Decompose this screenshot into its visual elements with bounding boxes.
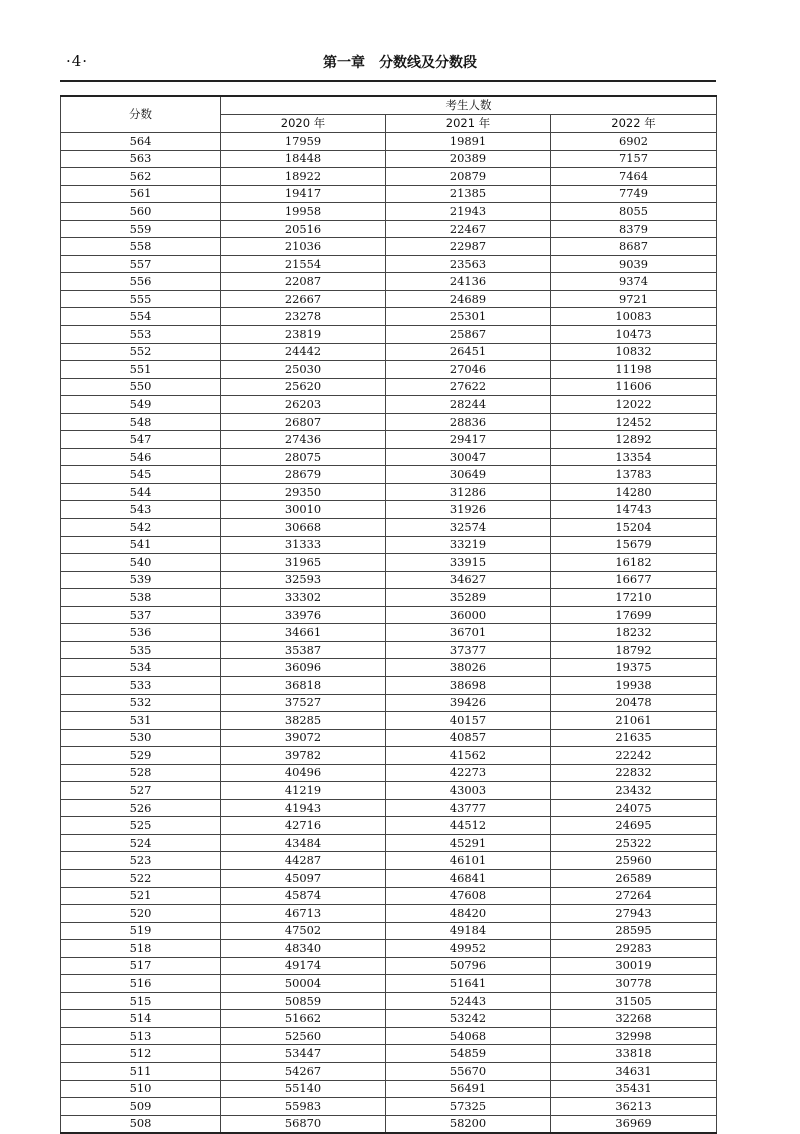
count-2021-cell: 55670 (386, 1062, 551, 1080)
score-cell: 550 (61, 378, 221, 396)
count-2022-cell: 17210 (551, 589, 717, 607)
count-2021-cell: 24689 (386, 290, 551, 308)
count-2020-cell: 55140 (221, 1080, 386, 1098)
table-row (61, 992, 717, 1010)
count-2022-cell: 16182 (551, 554, 717, 572)
count-2022-cell: 26589 (551, 869, 717, 887)
count-2021-cell: 42273 (386, 764, 551, 782)
table-row (61, 782, 717, 800)
count-2020-cell: 20516 (221, 220, 386, 238)
table-row (61, 255, 717, 273)
count-2020-cell: 37527 (221, 694, 386, 712)
count-2022-cell: 31505 (551, 992, 717, 1010)
count-2020-cell: 50859 (221, 992, 386, 1010)
count-2021-cell: 20879 (386, 168, 551, 186)
table-row (61, 150, 717, 168)
count-2020-cell: 22667 (221, 290, 386, 308)
score-cell: 530 (61, 729, 221, 747)
count-2022-cell: 9039 (551, 255, 717, 273)
table-row (61, 1062, 717, 1080)
score-cell: 559 (61, 220, 221, 238)
score-cell: 527 (61, 782, 221, 800)
score-cell: 520 (61, 905, 221, 923)
count-2021-cell: 32574 (386, 519, 551, 537)
count-2022-cell: 20478 (551, 694, 717, 712)
count-2022-cell: 10083 (551, 308, 717, 326)
count-2021-cell: 49184 (386, 922, 551, 940)
table-body (61, 133, 717, 1134)
count-2020-cell: 30010 (221, 501, 386, 519)
count-2020-cell: 34661 (221, 624, 386, 642)
count-2021-cell: 26451 (386, 343, 551, 361)
count-2021-cell: 30047 (386, 448, 551, 466)
count-2021-cell: 20389 (386, 150, 551, 168)
table-row (61, 1010, 717, 1028)
count-2020-cell: 52560 (221, 1027, 386, 1045)
count-2020-cell: 46713 (221, 905, 386, 923)
score-distribution-table (60, 95, 717, 1134)
table-row (61, 361, 717, 379)
table-row (61, 466, 717, 484)
table-row (61, 799, 717, 817)
count-2022-cell: 12892 (551, 431, 717, 449)
header-rule (60, 80, 716, 82)
year-header-2020: 2020 年 (221, 115, 386, 133)
count-2020-cell: 21554 (221, 255, 386, 273)
count-2022-cell: 23432 (551, 782, 717, 800)
count-2021-cell: 48420 (386, 905, 551, 923)
table-row (61, 326, 717, 344)
count-2021-cell: 57325 (386, 1098, 551, 1116)
count-2021-cell: 51641 (386, 975, 551, 993)
count-2020-cell: 23278 (221, 308, 386, 326)
count-2020-cell: 31965 (221, 554, 386, 572)
count-2020-cell: 18922 (221, 168, 386, 186)
count-2021-cell: 45291 (386, 834, 551, 852)
score-cell: 536 (61, 624, 221, 642)
table-row (61, 589, 717, 607)
count-2022-cell: 10832 (551, 343, 717, 361)
score-column-header: 分数 (61, 96, 221, 133)
score-cell: 535 (61, 641, 221, 659)
count-2021-cell: 25301 (386, 308, 551, 326)
score-cell: 554 (61, 308, 221, 326)
score-cell: 564 (61, 133, 221, 151)
count-2022-cell: 11606 (551, 378, 717, 396)
count-2020-cell: 33976 (221, 606, 386, 624)
table-row (61, 220, 717, 238)
count-2022-cell: 6902 (551, 133, 717, 151)
table-row (61, 940, 717, 958)
count-2020-cell: 50004 (221, 975, 386, 993)
score-cell: 560 (61, 203, 221, 221)
table-row (61, 957, 717, 975)
count-2022-cell: 21635 (551, 729, 717, 747)
count-2021-cell: 24136 (386, 273, 551, 291)
count-2021-cell: 58200 (386, 1115, 551, 1133)
count-2021-cell: 54859 (386, 1045, 551, 1063)
count-2022-cell: 22832 (551, 764, 717, 782)
table-row (61, 378, 717, 396)
table-row (61, 554, 717, 572)
count-2022-cell: 22242 (551, 747, 717, 765)
count-2020-cell: 26807 (221, 413, 386, 431)
table-row (61, 905, 717, 923)
count-2020-cell: 31333 (221, 536, 386, 554)
count-2021-cell: 49952 (386, 940, 551, 958)
count-2022-cell: 9721 (551, 290, 717, 308)
count-2022-cell: 7749 (551, 185, 717, 203)
table-row (61, 1098, 717, 1116)
count-2020-cell: 19417 (221, 185, 386, 203)
count-2020-cell: 53447 (221, 1045, 386, 1063)
count-2020-cell: 36818 (221, 676, 386, 694)
score-cell: 556 (61, 273, 221, 291)
table-row (61, 1115, 717, 1133)
count-2022-cell: 12452 (551, 413, 717, 431)
count-2020-cell: 48340 (221, 940, 386, 958)
count-2022-cell: 16677 (551, 571, 717, 589)
count-2022-cell: 27264 (551, 887, 717, 905)
score-cell: 546 (61, 448, 221, 466)
table-row (61, 501, 717, 519)
count-2020-cell: 28679 (221, 466, 386, 484)
count-2022-cell: 12022 (551, 396, 717, 414)
count-2022-cell: 11198 (551, 361, 717, 379)
count-2020-cell: 35387 (221, 641, 386, 659)
score-cell: 544 (61, 483, 221, 501)
table-row (61, 659, 717, 677)
count-2020-cell: 38285 (221, 712, 386, 730)
count-2020-cell: 44287 (221, 852, 386, 870)
count-2022-cell: 34631 (551, 1062, 717, 1080)
score-cell: 561 (61, 185, 221, 203)
score-cell: 542 (61, 519, 221, 537)
count-2022-cell: 27943 (551, 905, 717, 923)
count-2022-cell: 28595 (551, 922, 717, 940)
count-2022-cell: 21061 (551, 712, 717, 730)
count-2022-cell: 9374 (551, 273, 717, 291)
count-2020-cell: 56870 (221, 1115, 386, 1133)
table-row (61, 747, 717, 765)
count-2020-cell: 39072 (221, 729, 386, 747)
count-2020-cell: 47502 (221, 922, 386, 940)
score-cell: 555 (61, 290, 221, 308)
score-cell: 543 (61, 501, 221, 519)
count-2020-cell: 30668 (221, 519, 386, 537)
score-cell: 518 (61, 940, 221, 958)
count-2022-cell: 36969 (551, 1115, 717, 1133)
score-cell: 558 (61, 238, 221, 256)
count-2021-cell: 36000 (386, 606, 551, 624)
count-2021-cell: 39426 (386, 694, 551, 712)
table-row (61, 975, 717, 993)
count-2022-cell: 29283 (551, 940, 717, 958)
score-cell: 529 (61, 747, 221, 765)
table-row (61, 624, 717, 642)
count-2021-cell: 22467 (386, 220, 551, 238)
count-2020-cell: 29350 (221, 483, 386, 501)
score-cell: 540 (61, 554, 221, 572)
count-2020-cell: 51662 (221, 1010, 386, 1028)
table-row (61, 817, 717, 835)
count-2020-cell: 40496 (221, 764, 386, 782)
count-2020-cell: 18448 (221, 150, 386, 168)
count-2022-cell: 8687 (551, 238, 717, 256)
count-2021-cell: 34627 (386, 571, 551, 589)
count-2022-cell: 32268 (551, 1010, 717, 1028)
count-2021-cell: 46101 (386, 852, 551, 870)
count-2020-cell: 45874 (221, 887, 386, 905)
score-cell: 515 (61, 992, 221, 1010)
table-row (61, 343, 717, 361)
table-row (61, 712, 717, 730)
count-2022-cell: 30019 (551, 957, 717, 975)
count-2020-cell: 19958 (221, 203, 386, 221)
count-2020-cell: 49174 (221, 957, 386, 975)
count-2020-cell: 41219 (221, 782, 386, 800)
score-cell: 557 (61, 255, 221, 273)
count-2020-cell: 42716 (221, 817, 386, 835)
count-2020-cell: 39782 (221, 747, 386, 765)
score-cell: 553 (61, 326, 221, 344)
count-2022-cell: 35431 (551, 1080, 717, 1098)
count-2021-cell: 54068 (386, 1027, 551, 1045)
table-row (61, 483, 717, 501)
count-2020-cell: 41943 (221, 799, 386, 817)
count-2021-cell: 43003 (386, 782, 551, 800)
table-row (61, 1080, 717, 1098)
table-row (61, 606, 717, 624)
count-2020-cell: 36096 (221, 659, 386, 677)
count-2020-cell: 45097 (221, 869, 386, 887)
count-2020-cell: 23819 (221, 326, 386, 344)
count-2021-cell: 40857 (386, 729, 551, 747)
count-2022-cell: 7464 (551, 168, 717, 186)
count-2020-cell: 55983 (221, 1098, 386, 1116)
count-2021-cell: 28244 (386, 396, 551, 414)
count-2022-cell: 25322 (551, 834, 717, 852)
count-2022-cell: 24695 (551, 817, 717, 835)
table-row (61, 290, 717, 308)
score-cell: 533 (61, 676, 221, 694)
score-cell: 522 (61, 869, 221, 887)
count-2021-cell: 21385 (386, 185, 551, 203)
score-cell: 526 (61, 799, 221, 817)
table-row (61, 431, 717, 449)
year-header-2021: 2021 年 (386, 115, 551, 133)
table-row (61, 168, 717, 186)
count-2020-cell: 25030 (221, 361, 386, 379)
table-row (61, 448, 717, 466)
score-cell: 552 (61, 343, 221, 361)
score-cell: 528 (61, 764, 221, 782)
year-header-2022: 2022 年 (551, 115, 717, 133)
count-2021-cell: 27622 (386, 378, 551, 396)
table-row (61, 1045, 717, 1063)
table-row (61, 536, 717, 554)
count-2020-cell: 25620 (221, 378, 386, 396)
score-cell: 524 (61, 834, 221, 852)
count-2022-cell: 18232 (551, 624, 717, 642)
table-row (61, 413, 717, 431)
count-2021-cell: 40157 (386, 712, 551, 730)
count-2022-cell: 18792 (551, 641, 717, 659)
table-row (61, 834, 717, 852)
score-cell: 525 (61, 817, 221, 835)
count-2021-cell: 38698 (386, 676, 551, 694)
count-2021-cell: 46841 (386, 869, 551, 887)
count-2020-cell: 24442 (221, 343, 386, 361)
candidate-count-header: 考生人数 (221, 96, 717, 115)
table-row (61, 396, 717, 414)
score-cell: 512 (61, 1045, 221, 1063)
count-2022-cell: 7157 (551, 150, 717, 168)
count-2021-cell: 56491 (386, 1080, 551, 1098)
score-cell: 562 (61, 168, 221, 186)
chapter-title: 第一章 分数线及分数段 (323, 55, 477, 71)
score-cell: 548 (61, 413, 221, 431)
count-2020-cell: 32593 (221, 571, 386, 589)
count-2021-cell: 50796 (386, 957, 551, 975)
count-2021-cell: 33915 (386, 554, 551, 572)
table-row (61, 922, 717, 940)
count-2021-cell: 31926 (386, 501, 551, 519)
count-2022-cell: 14743 (551, 501, 717, 519)
count-2021-cell: 53242 (386, 1010, 551, 1028)
score-cell: 516 (61, 975, 221, 993)
count-2021-cell: 52443 (386, 992, 551, 1010)
score-cell: 545 (61, 466, 221, 484)
score-cell: 547 (61, 431, 221, 449)
count-2020-cell: 21036 (221, 238, 386, 256)
table-row (61, 519, 717, 537)
score-cell: 531 (61, 712, 221, 730)
table-row (61, 571, 717, 589)
count-2021-cell: 41562 (386, 747, 551, 765)
score-cell: 514 (61, 1010, 221, 1028)
count-2020-cell: 54267 (221, 1062, 386, 1080)
score-cell: 532 (61, 694, 221, 712)
count-2022-cell: 15679 (551, 536, 717, 554)
table-row (61, 887, 717, 905)
table-row (61, 764, 717, 782)
count-2022-cell: 14280 (551, 483, 717, 501)
table-row (61, 308, 717, 326)
score-cell: 537 (61, 606, 221, 624)
count-2020-cell: 43484 (221, 834, 386, 852)
count-2021-cell: 36701 (386, 624, 551, 642)
score-cell: 539 (61, 571, 221, 589)
table-row (61, 185, 717, 203)
count-2021-cell: 22987 (386, 238, 551, 256)
count-2021-cell: 47608 (386, 887, 551, 905)
score-cell: 519 (61, 922, 221, 940)
score-cell: 517 (61, 957, 221, 975)
count-2021-cell: 27046 (386, 361, 551, 379)
count-2020-cell: 33302 (221, 589, 386, 607)
count-2022-cell: 36213 (551, 1098, 717, 1116)
score-cell: 551 (61, 361, 221, 379)
count-2021-cell: 25867 (386, 326, 551, 344)
count-2022-cell: 10473 (551, 326, 717, 344)
score-cell: 510 (61, 1080, 221, 1098)
count-2020-cell: 28075 (221, 448, 386, 466)
count-2020-cell: 26203 (221, 396, 386, 414)
count-2022-cell: 17699 (551, 606, 717, 624)
page-number: ·4· (66, 52, 89, 70)
count-2021-cell: 30649 (386, 466, 551, 484)
count-2021-cell: 43777 (386, 799, 551, 817)
score-cell: 538 (61, 589, 221, 607)
table-row (61, 273, 717, 291)
count-2021-cell: 19891 (386, 133, 551, 151)
table-row (61, 238, 717, 256)
score-cell: 521 (61, 887, 221, 905)
count-2021-cell: 33219 (386, 536, 551, 554)
count-2020-cell: 17959 (221, 133, 386, 151)
count-2020-cell: 22087 (221, 273, 386, 291)
score-cell: 523 (61, 852, 221, 870)
count-2022-cell: 24075 (551, 799, 717, 817)
score-cell: 534 (61, 659, 221, 677)
count-2021-cell: 28836 (386, 413, 551, 431)
table-row (61, 869, 717, 887)
score-cell: 511 (61, 1062, 221, 1080)
table-row (61, 203, 717, 221)
count-2021-cell: 37377 (386, 641, 551, 659)
table-row (61, 852, 717, 870)
count-2022-cell: 30778 (551, 975, 717, 993)
table-row (61, 133, 717, 151)
table-row (61, 729, 717, 747)
count-2021-cell: 23563 (386, 255, 551, 273)
score-cell: 563 (61, 150, 221, 168)
count-2022-cell: 19938 (551, 676, 717, 694)
table-row (61, 1027, 717, 1045)
count-2022-cell: 15204 (551, 519, 717, 537)
count-2021-cell: 44512 (386, 817, 551, 835)
score-cell: 508 (61, 1115, 221, 1133)
count-2022-cell: 32998 (551, 1027, 717, 1045)
count-2021-cell: 35289 (386, 589, 551, 607)
score-cell: 549 (61, 396, 221, 414)
score-cell: 541 (61, 536, 221, 554)
count-2021-cell: 38026 (386, 659, 551, 677)
table-row (61, 694, 717, 712)
table-row (61, 676, 717, 694)
count-2022-cell: 25960 (551, 852, 717, 870)
score-cell: 513 (61, 1027, 221, 1045)
count-2022-cell: 13783 (551, 466, 717, 484)
count-2021-cell: 21943 (386, 203, 551, 221)
count-2022-cell: 8055 (551, 203, 717, 221)
count-2022-cell: 33818 (551, 1045, 717, 1063)
count-2021-cell: 31286 (386, 483, 551, 501)
count-2022-cell: 19375 (551, 659, 717, 677)
count-2022-cell: 8379 (551, 220, 717, 238)
count-2022-cell: 13354 (551, 448, 717, 466)
score-cell: 509 (61, 1098, 221, 1116)
count-2021-cell: 29417 (386, 431, 551, 449)
table-row (61, 641, 717, 659)
count-2020-cell: 27436 (221, 431, 386, 449)
